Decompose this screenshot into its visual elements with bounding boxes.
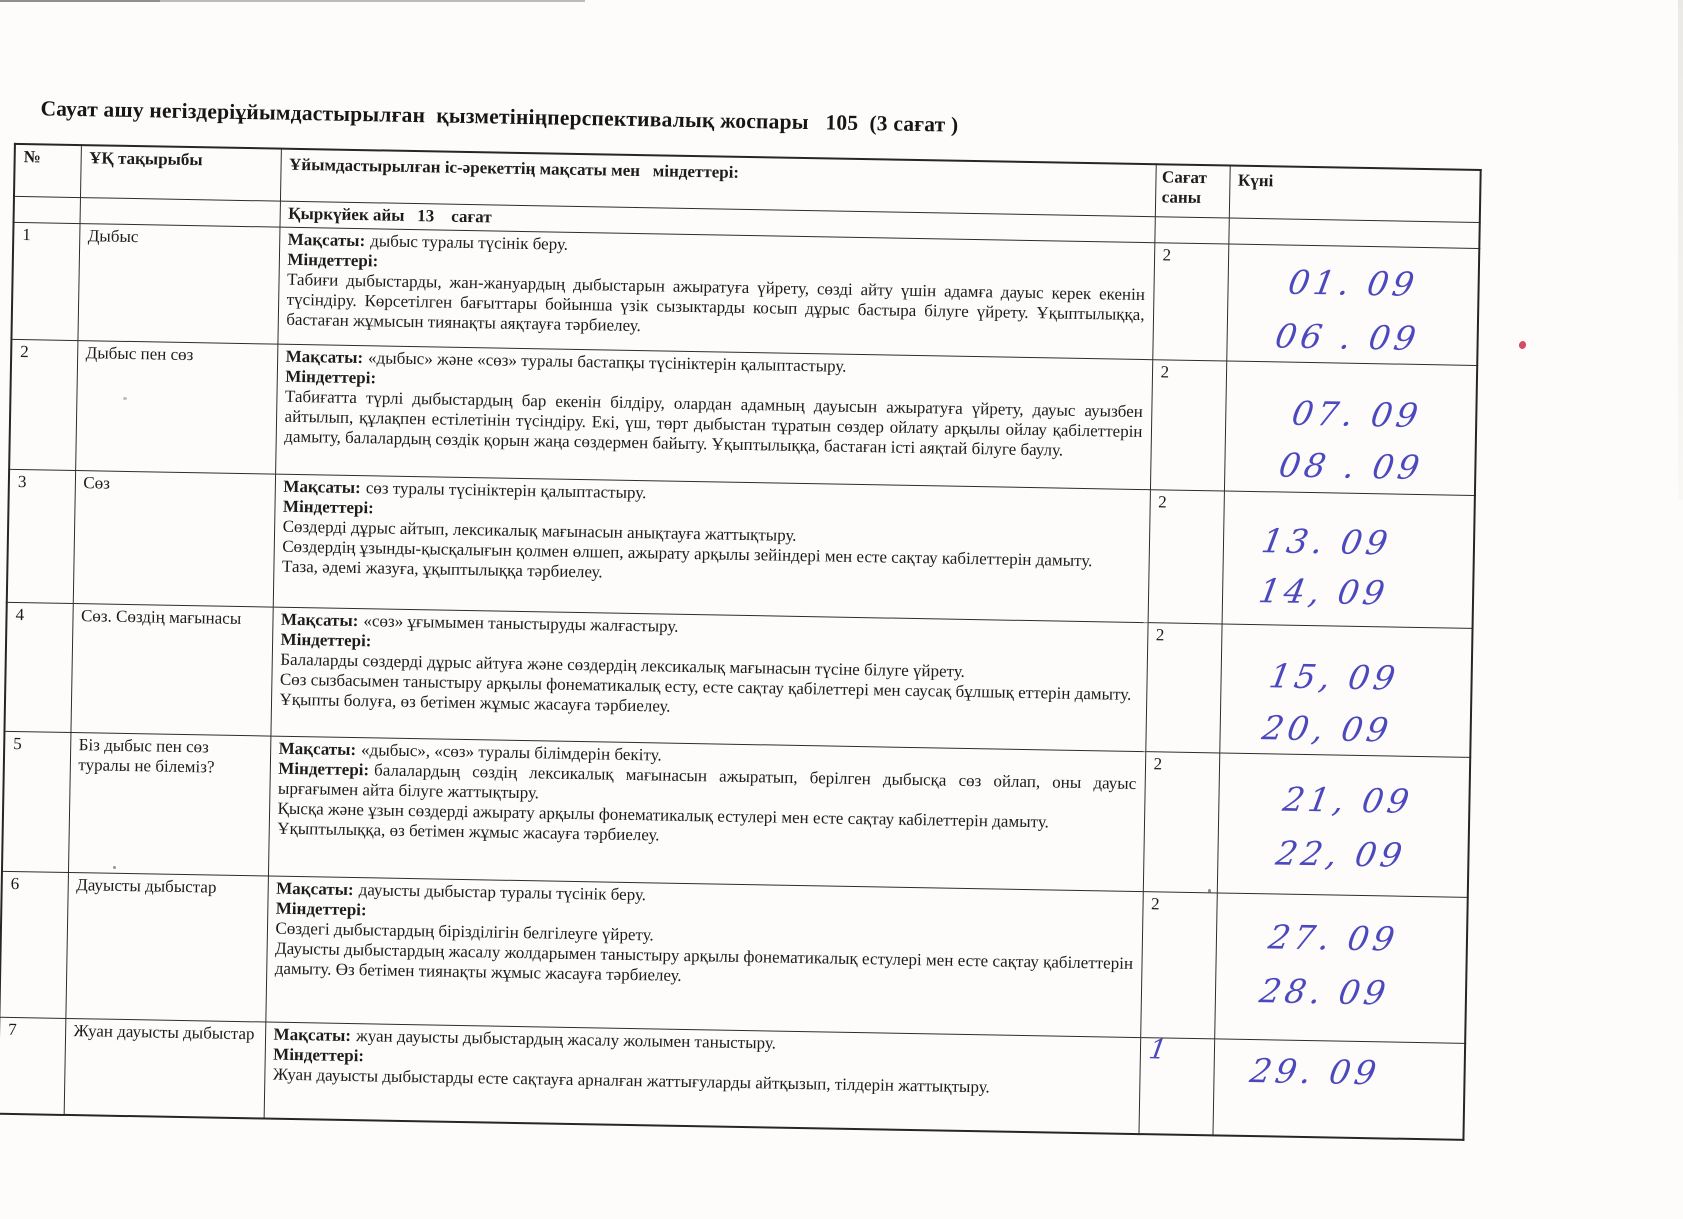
goals-cell <box>273 474 1150 623</box>
topic-cell: Сөз. Сөздің мағынасы <box>70 603 272 736</box>
date-cell <box>1224 361 1477 495</box>
lesson-plan-table <box>0 143 1482 1141</box>
col-header-date: Күні <box>1229 166 1481 222</box>
goals-cell <box>275 344 1152 490</box>
table-row <box>0 871 1468 1043</box>
row-number: 6 <box>0 871 68 1018</box>
hours-cell: 2 <box>1148 489 1224 623</box>
tasks-text: Балаларды сөздерді дұрыс айтуға және сөздердің лексикалық мағынасын түсіне білуге үйрету. Сөз сызбасымен таныстыру арқылы фонематикалық есту, есте сақтау қабілеттері мен саусақ бұлшық еттерін дамыту. Ұқыпты болуға, өз бетімен жұмыс жасауға тәрбиелеу. <box>279 649 1138 724</box>
tasks-label: Міндеттері: <box>278 758 369 779</box>
topic-cell: Дыбыс пен сөз <box>75 340 277 474</box>
goal-text: «дыбыс» және «сөз» туралы бастапқы түсініктерін қалыптастыру. <box>368 348 847 376</box>
tasks-label: Міндеттері: <box>280 629 371 650</box>
goals-cell <box>270 607 1147 752</box>
row-number: 3 <box>7 469 75 603</box>
goal-label: Мақсаты: <box>281 609 359 629</box>
row-number: 1 <box>11 222 79 340</box>
date-cell <box>1212 1038 1465 1139</box>
handwritten-hours: 1 <box>1147 1040 1167 1060</box>
dust-speck <box>123 397 127 400</box>
tasks-text: Жуан дауысты дыбыстарды есте сақтауға арналған жаттығуларды айтқызып, тілдерін жаттықтыру. <box>273 1064 1131 1099</box>
date-cell <box>1219 623 1472 756</box>
tasks-text: Қысқа және ұзын сөздерді ажырату арқылы фонематикалық естулері мен есте сақтау кабілеттерін дамыту. Ұқыптылыққа, өз бетімен жұмыс жасауға тәрбиелеу. <box>277 798 1136 853</box>
row-number: 4 <box>4 602 72 732</box>
tasks-label: Міндеттері: <box>273 1044 364 1065</box>
topic-cell: Жуан дауысты дыбыстар <box>64 1018 266 1119</box>
tasks-label: Міндеттері: <box>287 249 378 270</box>
hours-cell: 2 <box>1145 622 1221 752</box>
col-header-goals: Ұйымдастырылған іс-әрекеттің мақсаты мен міндеттері: <box>280 149 1156 217</box>
hours-cell <box>1138 1037 1214 1135</box>
hours-cell: 2 <box>1152 242 1228 360</box>
table-row <box>2 731 1470 897</box>
goal-label: Мақсаты: <box>283 476 361 496</box>
tasks-text: Табиғи дыбыстарды, жан-жануардың дыбыстарын ажыратуға үйрету, сөзді айту үшін адамға дауыс керек екенін түсіндіру. Көрсетілген бағыттары бойынша үзік сызыктарды косып дұрыс бастыра білуге үйрету. Ұқыптылыққа, бастаған жұмысын тиянақты аяқтауға тәрбиелеу. <box>286 269 1145 344</box>
col-header-num: № <box>14 144 81 197</box>
col-header-hours: Сағат саны <box>1155 164 1230 217</box>
table-row <box>9 339 1477 495</box>
dust-speck <box>1208 889 1211 893</box>
goals-cell <box>264 1022 1141 1135</box>
tasks-text: Сөздерді дұрыс айтып, лексикалық мағынасын анықтауға жаттықтыру. Сөздердің ұзынды-қысқалығын қолмен өлшеп, ажырату арқылы зейіндері мен есте сақтау кабілеттерін дамыту. Таза, әдемі жазуға, ұқыптылыққа тәрбиелеу. <box>282 516 1141 591</box>
topic-cell: Дауысты дыбыстар <box>65 872 268 1022</box>
goal-label: Мақсаты: <box>273 1024 351 1044</box>
goal-text: сөз туралы түсініктерін қалыптастыру. <box>366 478 647 502</box>
month-label: Қыркүйек айы 13 сағат <box>279 201 1154 243</box>
handwritten-date: 08 . 09 <box>1275 442 1471 491</box>
handwritten-date: 28. 09 <box>1256 968 1462 1017</box>
handwritten-date: 14, 09 <box>1255 568 1469 618</box>
goal-label: Мақсаты: <box>288 229 366 249</box>
date-cell <box>1214 892 1468 1042</box>
handwritten-date: 01. 09 <box>1284 259 1474 308</box>
hours-cell: 2 <box>1150 359 1226 490</box>
goal-text: жуан дауысты дыбыстардың жасалу жолымен таныстыру. <box>356 1026 776 1052</box>
handwritten-date: 29. 09 <box>1246 1048 1460 1098</box>
handwritten-date: 13. 09 <box>1258 518 1470 567</box>
page-title: Сауат ашу негіздеріұйымдастырылған қызметініңперспективалық жоспары 105 (3 сағат ) <box>40 96 958 137</box>
dust-speck <box>113 866 116 869</box>
goal-label: Мақсаты: <box>279 738 357 758</box>
tasks-label: Міндеттері: <box>276 898 367 919</box>
handwritten-date: 07. 09 <box>1288 390 1472 439</box>
goal-label: Мақсаты: <box>286 346 364 366</box>
handwritten-date: 21, 09 <box>1279 776 1465 825</box>
topic-cell: Дыбыс <box>77 223 279 344</box>
tasks-label: Міндеттері: <box>283 496 374 517</box>
handwritten-date: 15, 09 <box>1265 653 1467 702</box>
date-cell <box>1226 244 1479 365</box>
goal-text: дауысты дыбыстар туралы түсінік беру. <box>359 880 647 904</box>
topic-cell: Сөз <box>73 470 275 607</box>
goal-text: «дыбыс», «сөз» туралы білімдерін бекіту. <box>361 740 662 764</box>
goal-label: Мақсаты: <box>276 878 354 898</box>
tasks-text: Сөздегі дыбыстардың бірізділігін белгілеуге үйрету. Дауысты дыбыстардың жасалу жолдарымен таныстыру арқылы фонематикалық естулері мен есте сақтау қабілеттерін дамыту. Өз бетімен тиянақты жұмыс жасауға тәрбиелеу. <box>275 918 1134 993</box>
goals-cell <box>268 736 1145 892</box>
goal-text: дыбыс туралы түсінік беру. <box>370 231 568 254</box>
goals-cell <box>277 227 1154 360</box>
handwritten-date: 20, 09 <box>1258 705 1466 754</box>
goals-cell <box>265 876 1142 1038</box>
handwritten-date: 22, 09 <box>1272 830 1464 879</box>
handwritten-date: 06 . 09 <box>1271 313 1473 362</box>
hours-cell: 2 <box>1143 751 1219 892</box>
hours-cell: 2 <box>1140 891 1217 1038</box>
date-cell <box>1222 490 1475 627</box>
tasks-text: Табиғатта түрлі дыбыстардың бар екенін білдіру, олардан адамның дауысын ажыратуға үйрету, дауыс ауызбен айтылып, құлақпен естілетінін түсіндіру. Екі, үш, төрт дыбыстан тұратын сөздер ойлату арқылы ойлау қабілеттерін дамыту, балалардың сөздік қорын жаңа сөздермен байыту. Ұқыптылыққа, бастаған істі аяқтай білуге баулу. <box>284 386 1143 461</box>
date-cell <box>1217 752 1470 896</box>
table-row <box>7 469 1475 628</box>
table-row <box>4 602 1472 757</box>
row-number: 5 <box>2 731 70 872</box>
col-header-topic: ҰҚ тақырыбы <box>80 145 281 201</box>
tasks-inline: балалардың сөздің лексикалық мағынасын ажыратып, берілген дыбысқа сөз ойлап, оны дауыс ырғағымен айта білуге жаттықтыру. <box>278 760 1137 802</box>
row-number: 7 <box>0 1017 65 1115</box>
topic-cell: Біз дыбыс пен сөз туралы не білеміз? <box>68 732 270 876</box>
row-number: 2 <box>9 339 77 470</box>
goal-text: «сөз» ұғымымен таныстыруды жалғастыру. <box>363 611 678 636</box>
handwritten-date: 27. 09 <box>1264 914 1462 963</box>
tasks-label: Міндеттері: <box>285 366 376 387</box>
